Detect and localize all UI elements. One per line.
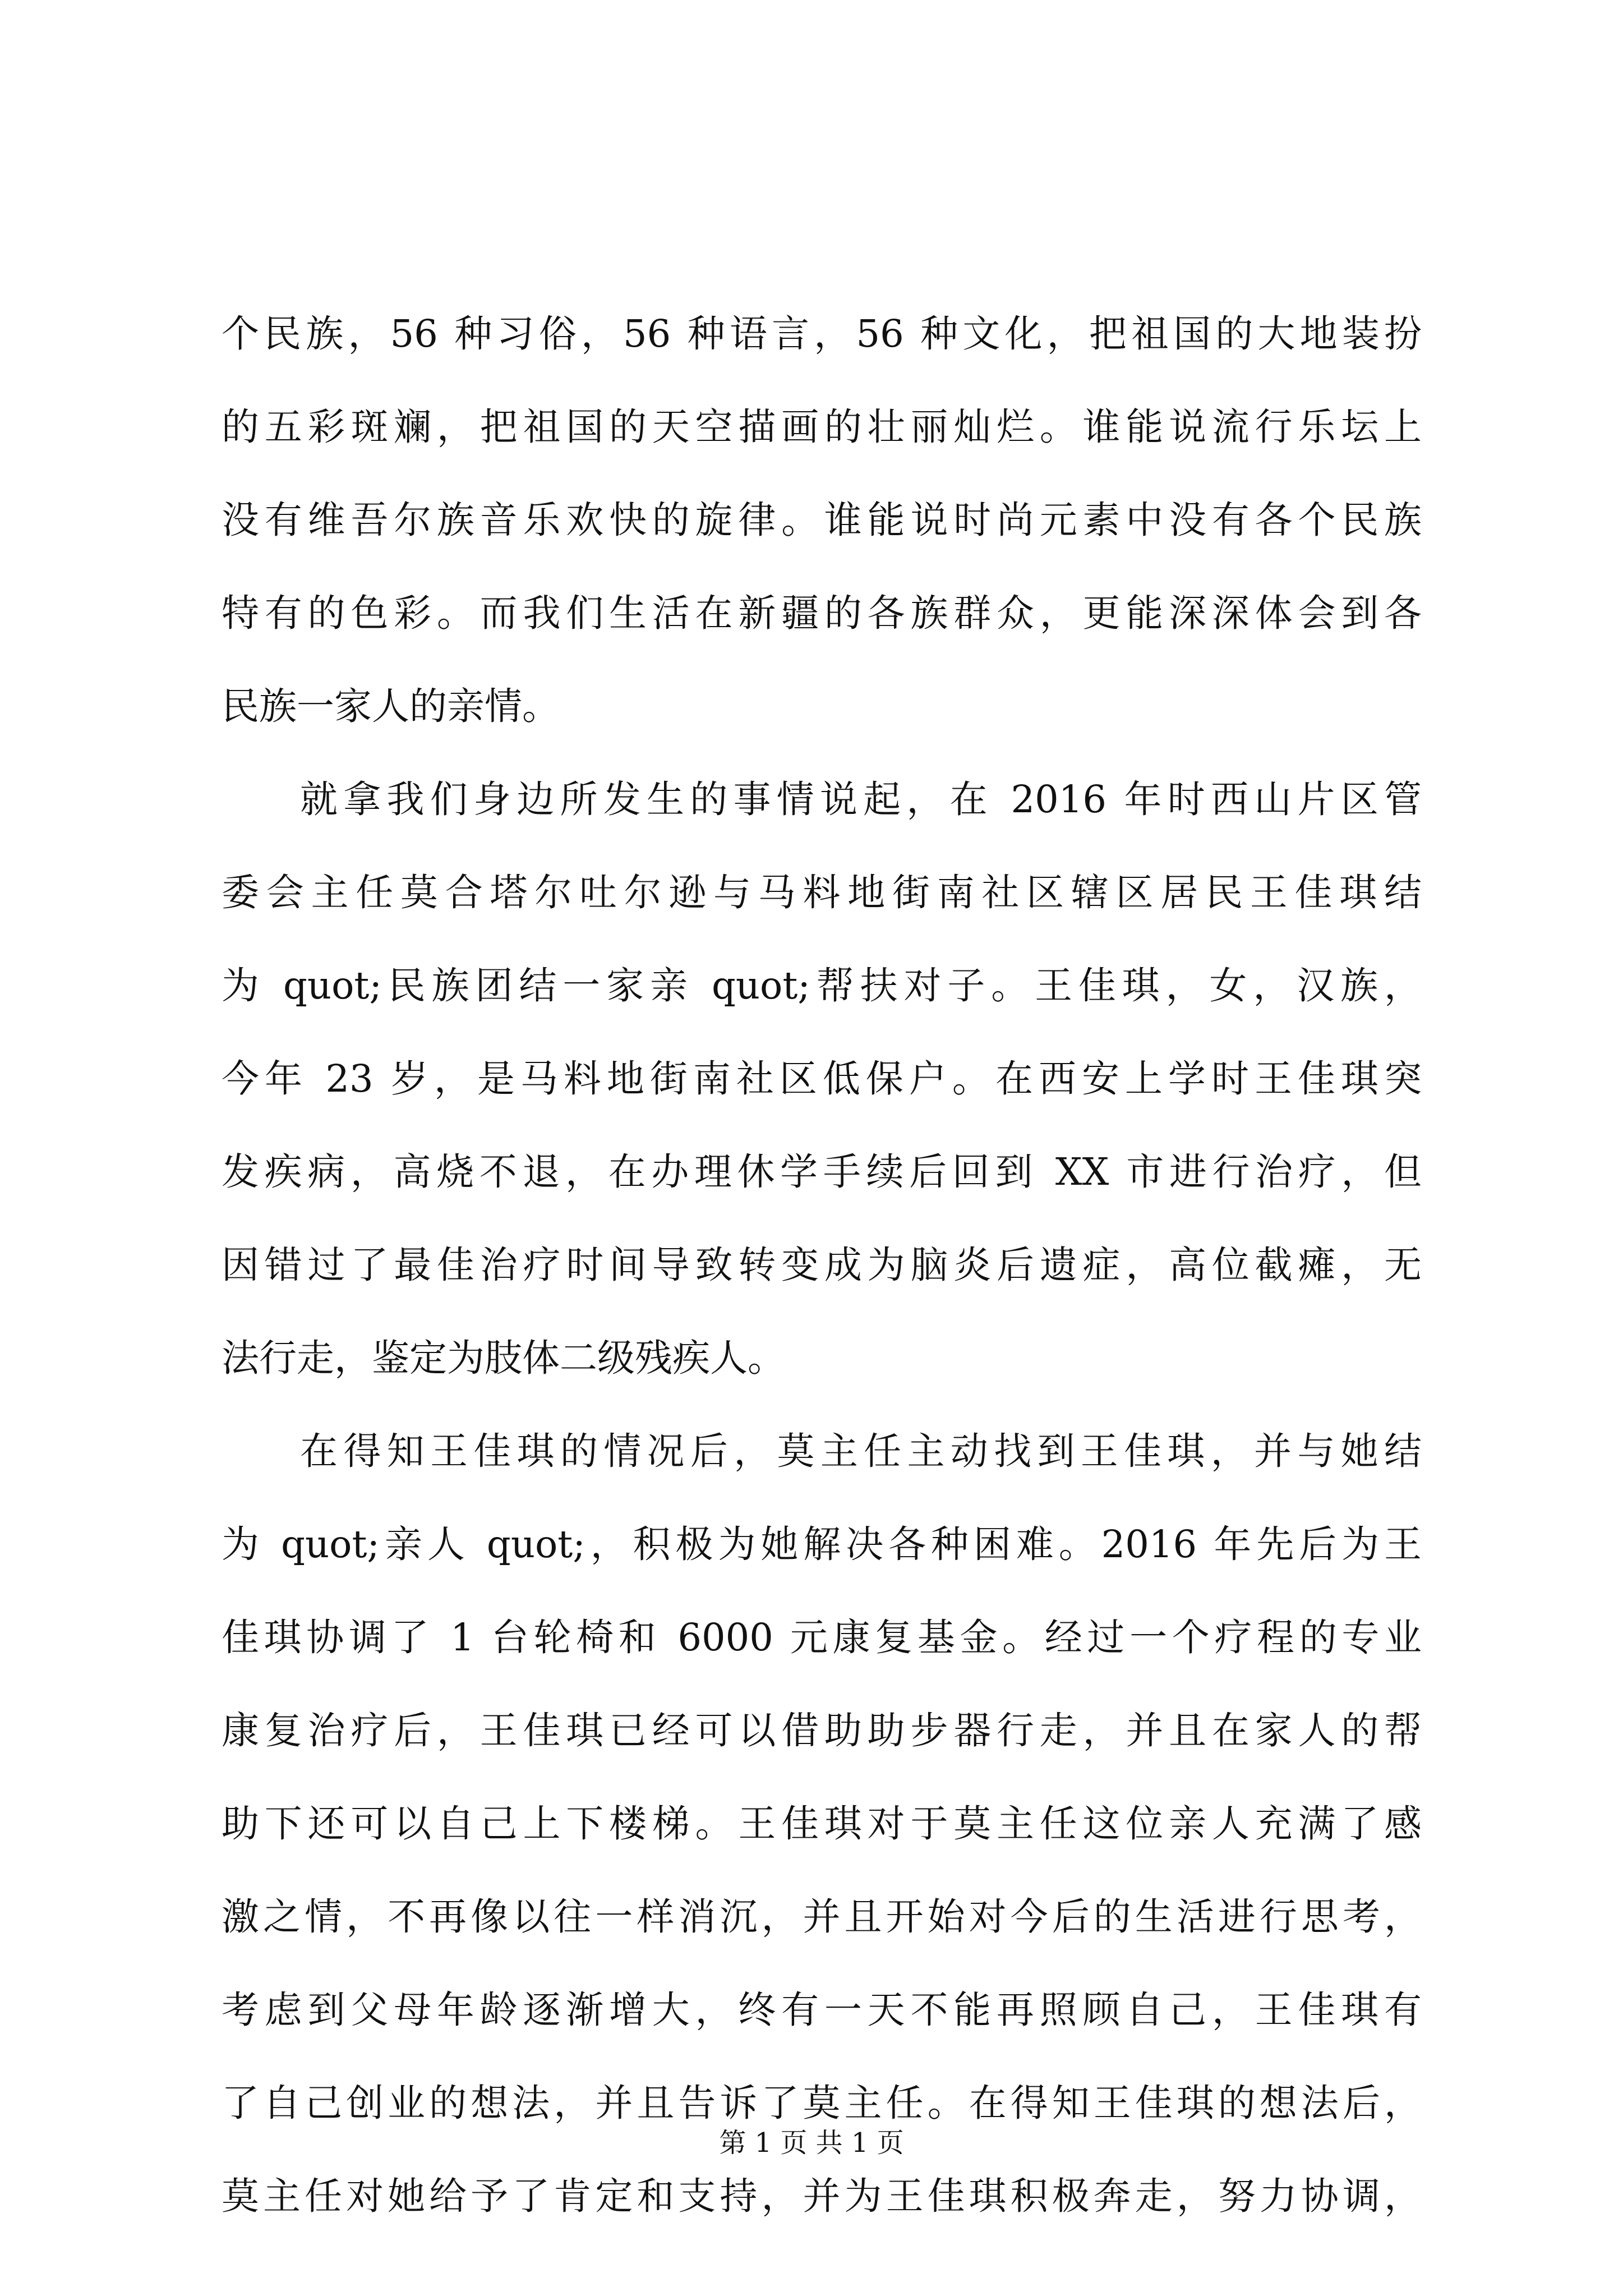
page-footer: 第 1 页 共 1 页 xyxy=(719,2127,904,2159)
text-line: 委会主任莫合塔尔吐尔逊与马料地街南社区辖区居民王佳琪结 xyxy=(222,871,1422,914)
text-line: 了自己创业的想法，并且告诉了莫主任。在得知王佳琪的想法后， xyxy=(222,2081,1422,2125)
text-line: 因错过了最佳治疗时间导致转变成为脑炎后遗症，高位截瘫，无 xyxy=(222,1243,1422,1287)
text-line: 考虑到父母年龄逐渐增大，终有一天不能再照顾自己，王佳琪有 xyxy=(222,1988,1422,2032)
text-line: 个民族，56 种习俗，56 种语言，56 种文化，把祖国的大地装扮 xyxy=(222,312,1422,356)
text-line: 莫主任对她给予了肯定和支持，并为王佳琪积极奔走，努力协调， xyxy=(222,2174,1422,2218)
text-line: 法行走，鉴定为肢体二级残疾人。 xyxy=(222,1336,785,1380)
text-line: 特有的色彩。而我们生活在新疆的各族群众，更能深深体会到各 xyxy=(222,591,1422,635)
text-line: 为 quot;亲人 quot;，积极为她解决各种困难。2016 年先后为王 xyxy=(222,1522,1422,1566)
text-line: 在得知王佳琪的情况后，莫主任主动找到王佳琪，并与她结 xyxy=(300,1429,1422,1473)
text-line: 的五彩斑斓，把祖国的天空描画的壮丽灿烂。谁能说流行乐坛上 xyxy=(222,405,1422,449)
text-line: 为 quot;民族团结一家亲 quot;帮扶对子。王佳琪，女，汉族， xyxy=(222,964,1422,1007)
text-line: 佳琪协调了 1 台轮椅和 6000 元康复基金。经过一个疗程的专业 xyxy=(222,1616,1422,1659)
text-line: 发疾病，高烧不退，在办理休学手续后回到 XX 市进行治疗，但 xyxy=(222,1150,1422,1194)
text-line: 民族一家人的亲情。 xyxy=(222,684,560,728)
text-line: 激之情，不再像以往一样消沉，并且开始对今后的生活进行思考， xyxy=(222,1895,1422,1939)
text-line: 就拿我们身边所发生的事情说起，在 2016 年时西山片区管 xyxy=(300,777,1422,821)
text-line: 没有维吾尔族音乐欢快的旋律。谁能说时尚元素中没有各个民族 xyxy=(222,498,1422,542)
text-line: 今年 23 岁，是马料地街南社区低保户。在西安上学时王佳琪突 xyxy=(222,1057,1422,1101)
text-line: 康复治疗后，王佳琪已经可以借助助步器行走，并且在家人的帮 xyxy=(222,1709,1422,1752)
text-line: 助下还可以自己上下楼梯。王佳琪对于莫主任这位亲人充满了感 xyxy=(222,1802,1422,1846)
